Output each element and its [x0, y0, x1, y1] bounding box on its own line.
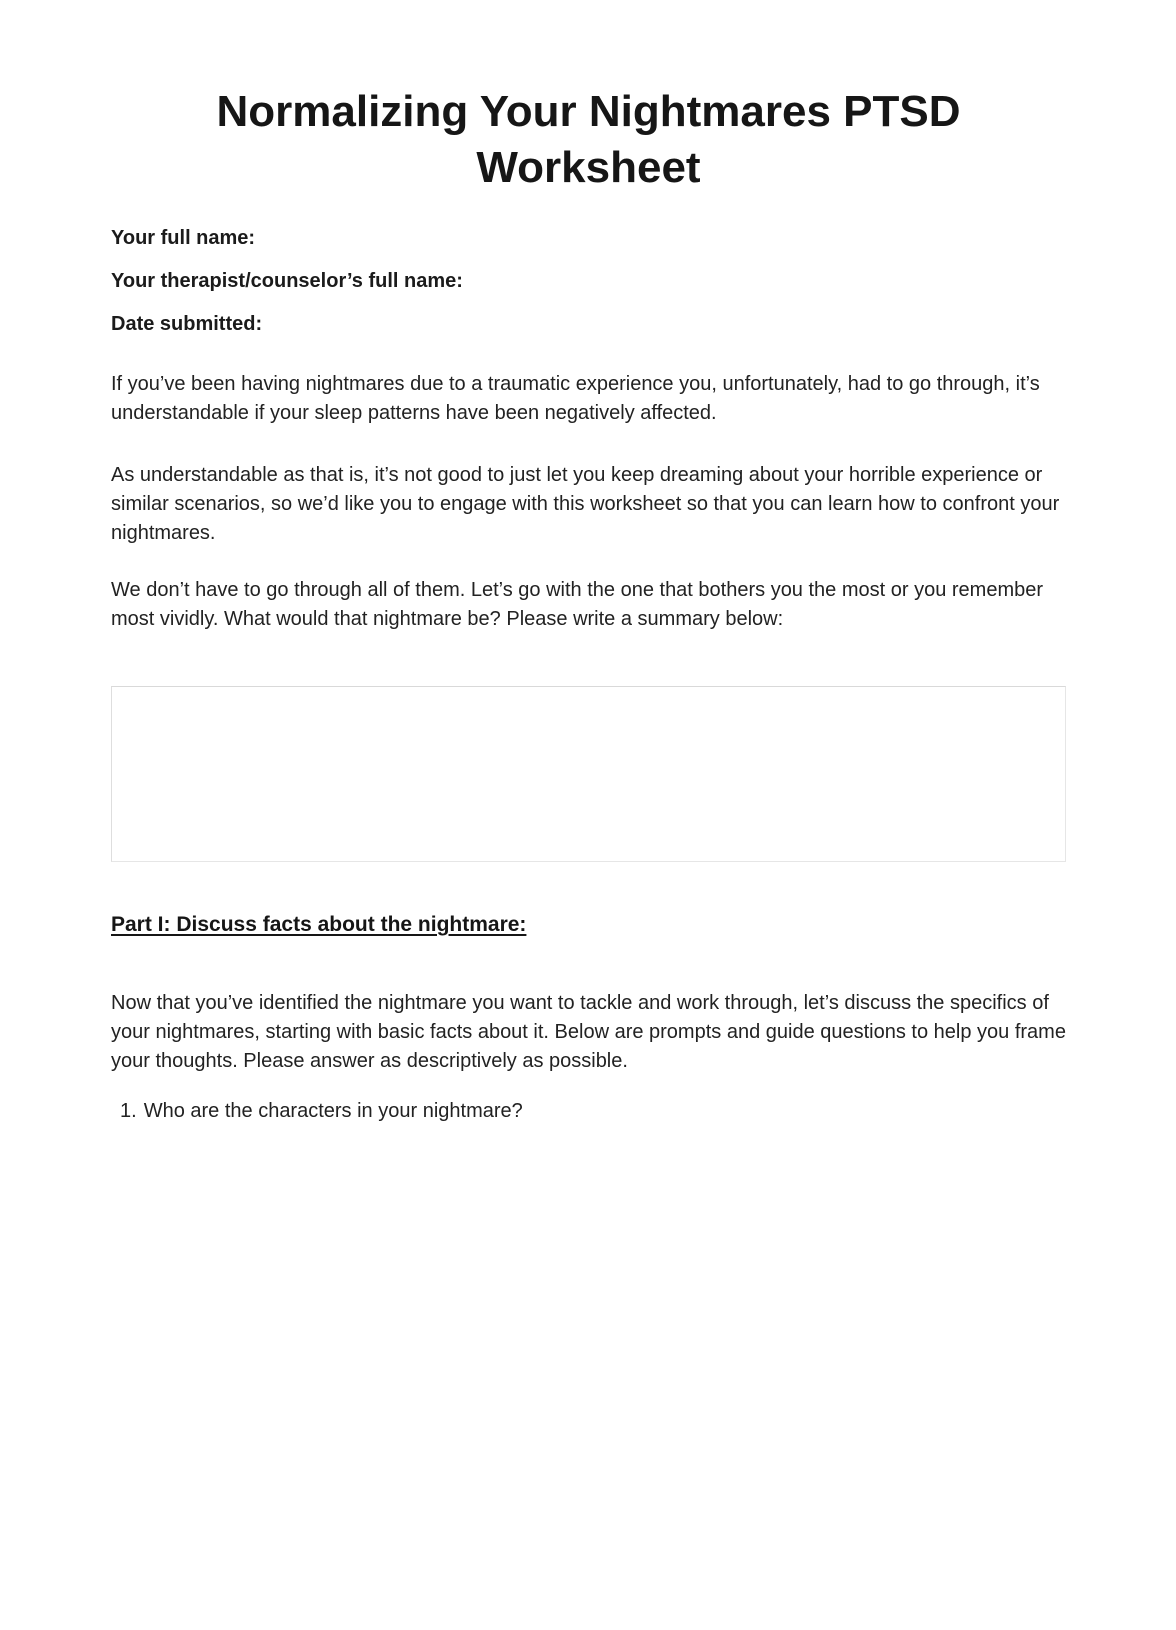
nightmare-summary-textbox[interactable] [111, 686, 1066, 862]
summary-prompt-paragraph: We don’t have to go through all of them. Let’s go with the one that bothers you the most or you remember most vividly. What would that nightmare be? Please write a summary below: [111, 579, 1044, 630]
full-name-label: Your full name: [111, 227, 256, 249]
part1-instructions-paragraph: Now that you’ve identified the nightmare you want to tackle and work through, let’s discuss the specifics of your nightmares, starting with basic facts about it. Below are prompts and guide questions to help you frame your thoughts. Please answer as descriptively as possible. [111, 992, 1066, 1072]
date-submitted-label: Date submitted: [111, 313, 263, 335]
page-title: Normalizing Your Nightmares PTSD Worksheet [216, 87, 961, 192]
intro-paragraph-1: If you’ve been having nightmares due to a traumatic experience you, unfortunately, had to go through, it’s understandable if your sleep patterns have been negatively affected. [111, 373, 1040, 424]
question-item-1 [111, 1097, 1066, 1126]
therapist-name-label: Your therapist/counselor’s full name: [111, 270, 463, 292]
question-number: 1. [120, 1100, 137, 1122]
intro-paragraph-2: As understandable as that is, it’s not good to just let you keep dreaming about your horrible experience or similar scenarios, so we’d like you to engage with this worksheet so that you can learn how to confront your nightmares. [111, 464, 1060, 544]
part1-heading: Part I: Discuss facts about the nightmare: [111, 913, 527, 936]
question-text: Who are the characters in your nightmare? [143, 1100, 523, 1122]
